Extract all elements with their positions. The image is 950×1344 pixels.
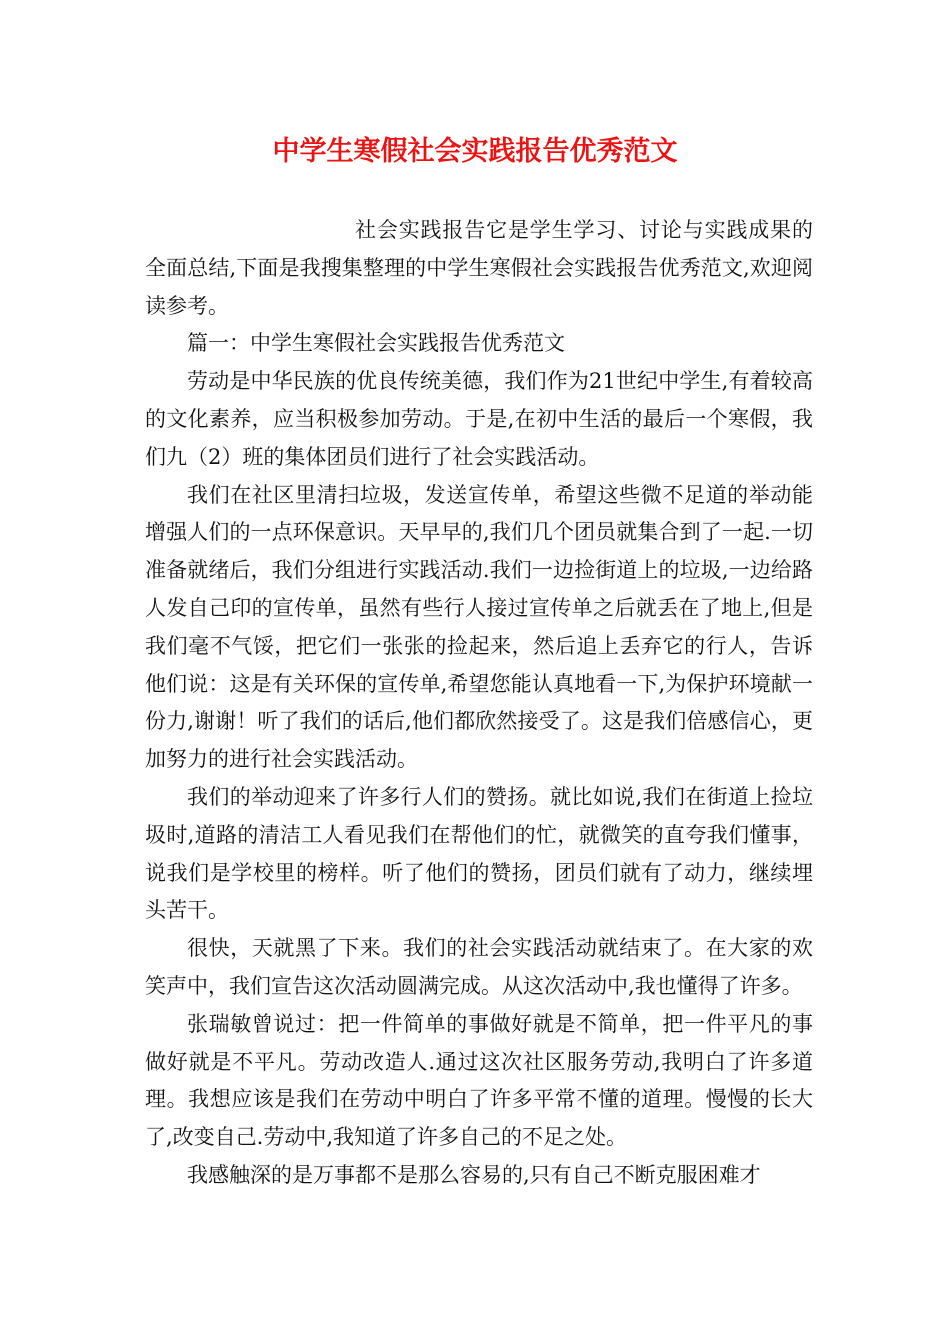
- intro-paragraph: 社会实践报告它是学生学习、讨论与实践成果的全面总结,下面是我搜集整理的中学生寒假社会实践报告优秀范文,欢迎阅读参考。: [145, 218, 813, 318]
- document-title: 中学生寒假社会实践报告优秀范文: [272, 136, 678, 167]
- body-paragraph: 很快，天就黑了下来。我们的社会实践活动就结束了。在大家的欢笑声中，我们宣告这次活动圆满完成。从这次活动中,我也懂得了许多。: [145, 936, 813, 998]
- body-paragraph: 我们在社区里清扫垃圾，发送宣传单，希望这些微不足道的举动能增强人们的一点环保意识。天早早的,我们几个团员就集合到了一起.一切准备就绪后，我们分组进行实践活动.我们一边捡街道上的垃圾,一边给路人发自己印的宣传单，虽然有些行人接过宣传单之后就丢在了地上,但是我们毫不气馁，把它们一张张的捡起来，然后追上丢弃它的行人，告诉他们说：这是有关环保的宣传单,希望您能认真地看一下,为保护环境献一份力,谢谢！听了我们的话后,他们都欣然接受了。这是我们倍感信心，更加努力的进行社会实践活动。: [145, 482, 813, 772]
- body-paragraph: 张瑞敏曾说过：把一件简单的事做好就是不简单，把一件平凡的事做好就是不平凡。劳动改造人.通过这次社区服务劳动,我明白了许多道理。我想应该是我们在劳动中明白了许多平常不懂的道理。慢慢的长大了,改变自己.劳动中,我知道了许多自己的不足之处。: [145, 1011, 813, 1150]
- body-paragraph: 我感触深的是万事都不是那么容易的,只有自己不断克服困难才: [187, 1162, 761, 1187]
- section-heading: 篇一：中学生寒假社会实践报告优秀范文: [187, 331, 565, 356]
- body-paragraph: 劳动是中华民族的优良传统美德，我们作为21世纪中学生,有着较高的文化素养，应当积极参加劳动。于是,在初中生活的最后一个寒假，我们九（2）班的集体团员们进行了社会实践活动。: [145, 369, 813, 469]
- body-paragraph: 我们的举动迎来了许多行人们的赞扬。就比如说,我们在街道上捡垃圾时,道路的清洁工人看见我们在帮他们的忙，就微笑的直夸我们懂事，说我们是学校里的榜样。听了他们的赞扬，团员们就有了动力，继续埋头苦干。: [145, 784, 813, 923]
- document-body: [145, 212, 813, 1195]
